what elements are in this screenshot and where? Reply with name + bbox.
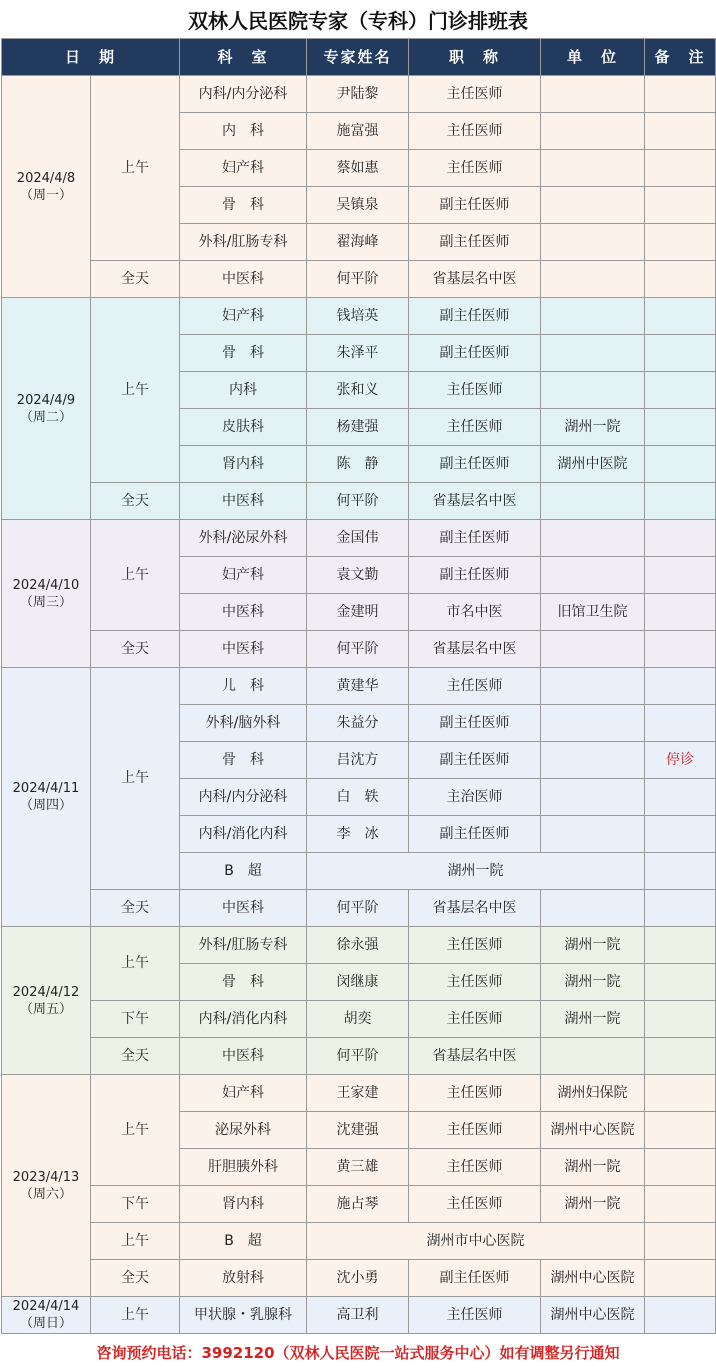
period-cell: 下午 [91,1186,180,1223]
date-cell: 2024/4/10 （周三） [2,520,91,668]
note-cell [645,1186,716,1223]
note-cell-suspended: 停诊 [645,742,716,779]
period-cell: 上午 [91,1223,180,1260]
note-cell [645,372,716,409]
dept-cell: B 超 [180,1223,307,1260]
expert-cell: 杨建强 [307,409,409,446]
note-cell [645,668,716,705]
rank-cell: 主任医师 [409,372,541,409]
rank-cell: 副主任医师 [409,1260,541,1297]
unit-cell [541,187,645,224]
unit-cell [541,76,645,113]
table-row [2,483,716,520]
rank-cell: 副主任医师 [409,742,541,779]
expert-cell: 何平阶 [307,890,409,927]
expert-cell: 何平阶 [307,1038,409,1075]
period-cell: 全天 [91,1038,180,1075]
unit-cell [541,1038,645,1075]
expert-cell: 胡奕 [307,1001,409,1038]
expert-cell: 沈建强 [307,1112,409,1149]
unit-cell [541,335,645,372]
unit-cell: 湖州一院 [541,1149,645,1186]
expert-cell: 张和义 [307,372,409,409]
expert-cell: 李 冰 [307,816,409,853]
period-cell: 全天 [91,631,180,668]
unit-cell: 湖州一院 [541,964,645,1001]
rank-cell: 副主任医师 [409,557,541,594]
expert-cell: 朱泽平 [307,335,409,372]
unit-cell [541,150,645,187]
note-cell [645,483,716,520]
note-cell [645,76,716,113]
note-cell [645,1223,716,1260]
note-cell [645,1112,716,1149]
dept-cell: 中医科 [180,631,307,668]
dept-cell: 外科/肛肠专科 [180,927,307,964]
note-cell [645,890,716,927]
expert-cell: 黄三雄 [307,1149,409,1186]
dept-cell: 外科/脑外科 [180,705,307,742]
rank-cell: 主任医师 [409,668,541,705]
expert-cell: 施富强 [307,113,409,150]
period-cell: 下午 [91,1001,180,1038]
table-row [2,76,716,113]
rank-cell: 省基层名中医 [409,890,541,927]
expert-cell: 翟海峰 [307,224,409,261]
note-cell [645,816,716,853]
unit-cell [541,890,645,927]
dept-cell: 内科/消化内科 [180,816,307,853]
unit-cell [541,372,645,409]
expert-cell: 黄建华 [307,668,409,705]
date-cell: 2024/4/11 （周四） [2,668,91,927]
note-cell [645,224,716,261]
expert-cell: 金建明 [307,594,409,631]
rank-cell: 副主任医师 [409,446,541,483]
expert-cell: 白 轶 [307,779,409,816]
unit-cell [541,668,645,705]
expert-cell: 何平阶 [307,631,409,668]
expert-cell: 蔡如惠 [307,150,409,187]
dept-cell: 内 科 [180,113,307,150]
page-title: 双林人民医院专家（专科）门诊排班表 [188,8,528,33]
period-cell: 上午 [91,668,180,890]
table-row [2,1075,716,1112]
dept-cell: 外科/肛肠专科 [180,224,307,261]
unit-cell [541,705,645,742]
rank-cell: 副主任医师 [409,298,541,335]
period-cell: 全天 [91,261,180,298]
expert-cell: 朱益分 [307,705,409,742]
header-expert: 专家姓名 [307,39,409,76]
rank-cell: 副主任医师 [409,705,541,742]
table-row [2,261,716,298]
header-rank: 职 称 [409,39,541,76]
dept-cell: 皮肤科 [180,409,307,446]
expert-cell: 何平阶 [307,483,409,520]
unit-cell [541,224,645,261]
note-cell [645,1260,716,1297]
footer-notice: 咨询预约电话：3992120（双林人民医院一站式服务中心）如有调整另行通知 [96,1343,620,1362]
header-row [2,39,716,76]
note-cell [645,1001,716,1038]
dept-cell: 内科/内分泌科 [180,76,307,113]
schedule-table [1,38,716,1334]
rank-cell: 省基层名中医 [409,631,541,668]
rank-cell: 主任医师 [409,1075,541,1112]
table-row [2,1223,716,1260]
dept-cell: 肾内科 [180,1186,307,1223]
period-cell: 上午 [91,520,180,631]
unit-cell [541,483,645,520]
rank-cell: 副主任医师 [409,187,541,224]
dept-cell: 妇产科 [180,557,307,594]
dept-cell: 内科 [180,372,307,409]
dept-cell: 骨 科 [180,742,307,779]
note-cell [645,705,716,742]
table-row [2,520,716,557]
expert-cell: 尹陆黎 [307,76,409,113]
dept-cell: 中医科 [180,483,307,520]
period-cell: 上午 [91,76,180,261]
table-row [2,298,716,335]
expert-cell: 吴镇泉 [307,187,409,224]
unit-cell [541,816,645,853]
unit-cell: 湖州一院 [541,927,645,964]
unit-cell [541,298,645,335]
table-row [2,927,716,964]
dept-cell: 中医科 [180,890,307,927]
note-cell [645,1038,716,1075]
date-cell: 2024/4/8 （周一） [2,76,91,298]
note-cell [645,853,716,890]
unit-cell: 湖州一院 [541,1001,645,1038]
dept-cell: 外科/泌尿外科 [180,520,307,557]
rank-cell: 主任医师 [409,1112,541,1149]
dept-cell: 泌尿外科 [180,1112,307,1149]
unit-cell: 旧馆卫生院 [541,594,645,631]
note-cell [645,335,716,372]
expert-cell: 徐永强 [307,927,409,964]
table-row [2,1001,716,1038]
rank-cell: 主任医师 [409,927,541,964]
expert-cell: 沈小勇 [307,1260,409,1297]
unit-cell: 湖州一院 [541,409,645,446]
note-cell [645,520,716,557]
unit-cell [541,113,645,150]
table-row [2,1260,716,1297]
dept-cell: 放射科 [180,1260,307,1297]
expert-cell: 袁文勤 [307,557,409,594]
unit-cell [541,742,645,779]
dept-cell: 妇产科 [180,298,307,335]
dept-cell: B 超 [180,853,307,890]
rank-cell: 主任医师 [409,1149,541,1186]
note-cell [645,298,716,335]
period-cell: 上午 [91,298,180,483]
note-cell [645,631,716,668]
dept-cell: 中医科 [180,1038,307,1075]
table-row [2,1038,716,1075]
dept-cell: 中医科 [180,261,307,298]
dept-cell: 骨 科 [180,335,307,372]
rank-cell: 省基层名中医 [409,483,541,520]
note-cell [645,964,716,1001]
date-cell: 2023/4/13 （周六） [2,1075,91,1297]
note-cell [645,187,716,224]
date-cell: 2024/4/14 （周日） [2,1297,91,1334]
unit-cell: 湖州妇保院 [541,1075,645,1112]
table-row [2,1297,716,1334]
dept-cell: 骨 科 [180,187,307,224]
table-row [2,890,716,927]
period-cell: 全天 [91,1260,180,1297]
unit-cell [541,779,645,816]
expert-cell: 何平阶 [307,261,409,298]
expert-cell: 高卫利 [307,1297,409,1334]
date-cell: 2024/4/9 （周二） [2,298,91,520]
period-cell: 全天 [91,890,180,927]
merged-unit-cell: 湖州市中心医院 [307,1223,645,1260]
period-cell: 上午 [91,927,180,1001]
rank-cell: 主任医师 [409,1186,541,1223]
unit-cell: 湖州中医院 [541,446,645,483]
expert-cell: 钱培英 [307,298,409,335]
period-cell: 全天 [91,483,180,520]
table-row [2,668,716,705]
note-cell [645,1149,716,1186]
rank-cell: 副主任医师 [409,224,541,261]
rank-cell: 主任医师 [409,113,541,150]
unit-cell: 湖州中心医院 [541,1297,645,1334]
rank-cell: 省基层名中医 [409,1038,541,1075]
dept-cell: 肾内科 [180,446,307,483]
note-cell [645,557,716,594]
expert-cell: 施占琴 [307,1186,409,1223]
note-cell [645,594,716,631]
note-cell [645,1075,716,1112]
expert-cell: 闵继康 [307,964,409,1001]
header-unit: 单 位 [541,39,645,76]
note-cell [645,150,716,187]
expert-cell: 王家建 [307,1075,409,1112]
rank-cell: 市名中医 [409,594,541,631]
dept-cell: 肝胆胰外科 [180,1149,307,1186]
dept-cell: 骨 科 [180,964,307,1001]
note-cell [645,779,716,816]
note-cell [645,409,716,446]
note-cell [645,1297,716,1334]
period-cell: 上午 [91,1075,180,1186]
rank-cell: 主任医师 [409,76,541,113]
dept-cell: 中医科 [180,594,307,631]
dept-cell: 妇产科 [180,1075,307,1112]
unit-cell [541,520,645,557]
note-cell [645,927,716,964]
note-cell [645,446,716,483]
rank-cell: 副主任医师 [409,520,541,557]
dept-cell: 妇产科 [180,150,307,187]
unit-cell: 湖州中心医院 [541,1260,645,1297]
rank-cell: 副主任医师 [409,335,541,372]
header-date: 日 期 [2,39,180,76]
dept-cell: 内科/消化内科 [180,1001,307,1038]
expert-cell: 金国伟 [307,520,409,557]
date-cell: 2024/4/12 （周五） [2,927,91,1075]
table-row [2,1186,716,1223]
expert-cell: 吕沈方 [307,742,409,779]
rank-cell: 主任医师 [409,1001,541,1038]
rank-cell: 主任医师 [409,964,541,1001]
dept-cell: 甲状腺・乳腺科 [180,1297,307,1334]
header-dept: 科 室 [180,39,307,76]
rank-cell: 省基层名中医 [409,261,541,298]
period-cell: 上午 [91,1297,180,1334]
dept-cell: 内科/内分泌科 [180,779,307,816]
rank-cell: 副主任医师 [409,816,541,853]
expert-cell: 陈 静 [307,446,409,483]
rank-cell: 主任医师 [409,150,541,187]
unit-cell: 湖州一院 [541,1186,645,1223]
merged-unit-cell: 湖州一院 [307,853,645,890]
note-cell [645,261,716,298]
rank-cell: 主任医师 [409,409,541,446]
rank-cell: 主任医师 [409,1297,541,1334]
unit-cell [541,557,645,594]
rank-cell: 主治医师 [409,779,541,816]
unit-cell [541,631,645,668]
note-cell [645,113,716,150]
unit-cell: 湖州中心医院 [541,1112,645,1149]
dept-cell: 儿 科 [180,668,307,705]
table-row [2,631,716,668]
header-note: 备 注 [645,39,716,76]
unit-cell [541,261,645,298]
